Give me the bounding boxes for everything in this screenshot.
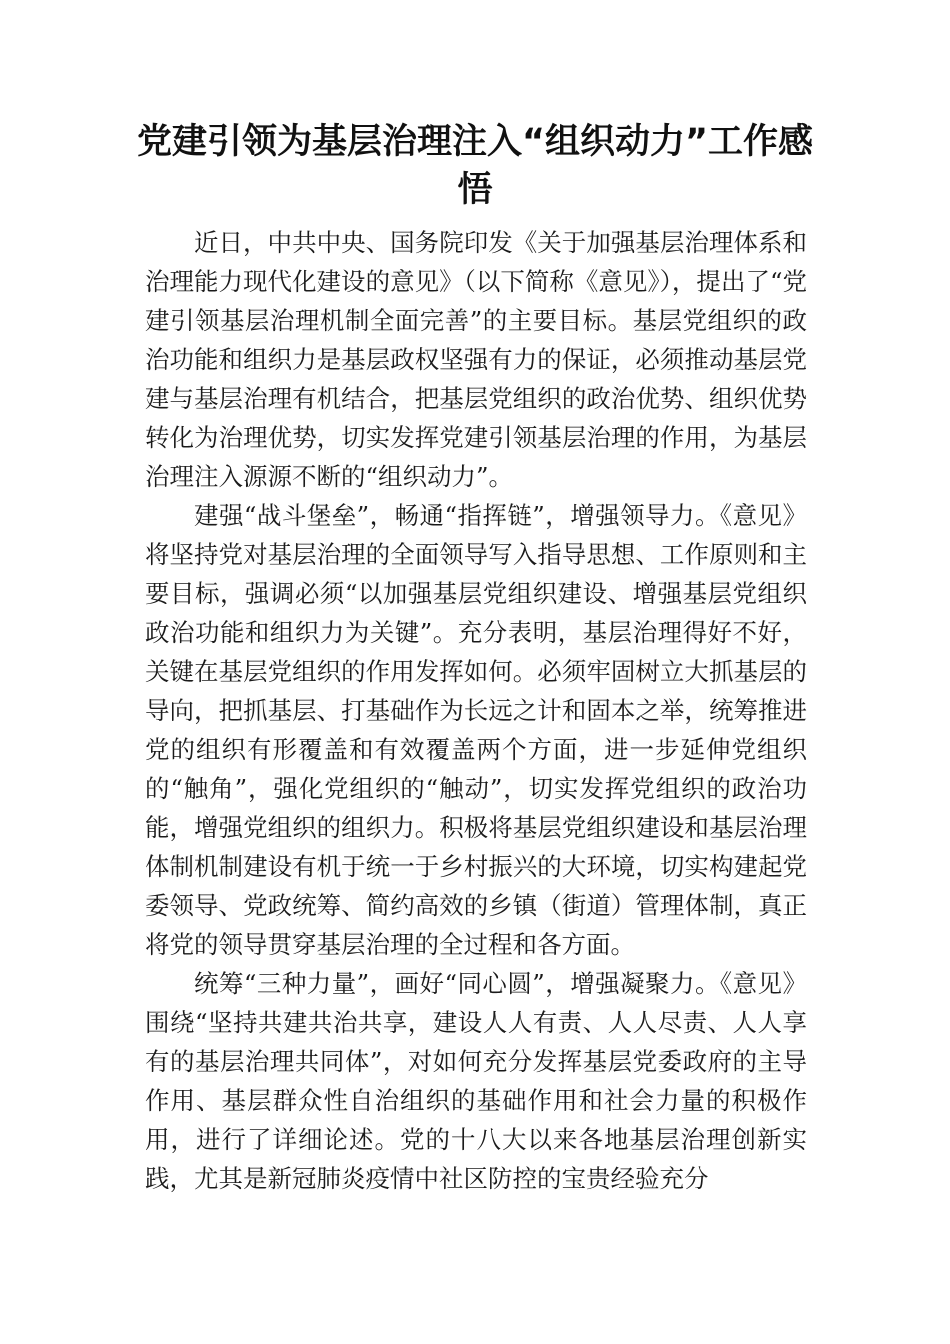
- paragraph-intro: 近日，中共中央、国务院印发《关于加强基层治理体系和治理能力现代化建设的意见》（以下简称《意见》），提出了“党建引领基层治理机制全面完善”的主要目标。基层党组织的政治功能和组织力是基层政权坚强有力的保证，必须推动基层党建与基层治理有机结合，把基层党组织的政治优势、组织优势转化为治理优势，切实发挥党建引领基层治理的作用，为基层治理注入源源不断的“组织动力”。: [145, 228, 807, 491]
- document-title: 党建引领为基层治理注入“组织动力”工作感悟: [136, 122, 813, 210]
- document-body: [145, 223, 807, 1198]
- paragraph-cohesion: 统筹“三种力量”，画好“同心圆”，增强凝聚力。《意见》围绕“坚持共建共治共享，建设人人有责、人人尽责、人人享有的基层治理共同体”，对如何充分发挥基层党委政府的主导作用、基层群众性自治组织的基础作用和社会力量的积极作用，进行了详细论述。党的十八大以来各地基层治理创新实践，尤其是新冠肺炎疫情中社区防控的宝贵经验充分: [145, 969, 807, 1193]
- paragraph-leadership: 建强“战斗堡垒”，畅通“指挥链”，增强领导力。《意见》将坚持党对基层治理的全面领导写入指导思想、工作原则和主要目标，强调必须“以加强基层党组织建设、增强基层党组织政治功能和组织力为关键”。充分表明，基层治理得好不好，关键在基层党组织的作用发挥如何。必须牢固树立大抓基层的导向，把抓基层、打基础作为长远之计和固本之举，统筹推进党的组织有形覆盖和有效覆盖两个方面，进一步延伸党组织的“触角”，强化党组织的“触动”，切实发挥党组织的政治功能，增强党组织的组织力。积极将基层党组织建设和基层治理体制机制建设有机于统一于乡村振兴的大环境，切实构建起党委领导、党政统筹、简约高效的乡镇（街道）管理体制，真正将党的领导贯穿基层治理的全过程和各方面。: [145, 501, 807, 959]
